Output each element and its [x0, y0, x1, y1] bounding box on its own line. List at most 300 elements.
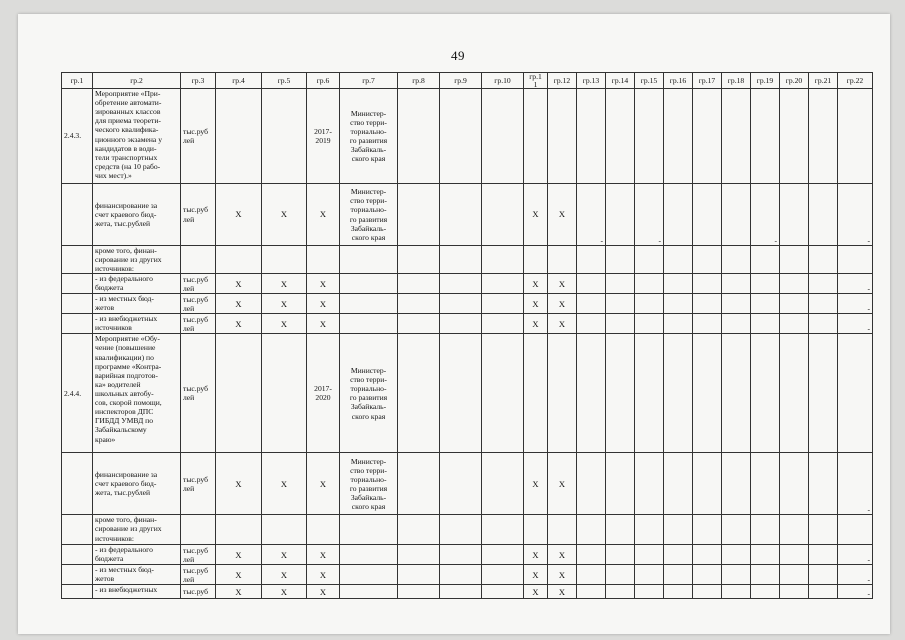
table-cell: [340, 314, 398, 334]
table-cell: [751, 89, 780, 184]
cell-text-line: зированных классов: [95, 107, 161, 117]
dash-mark: -: [838, 565, 873, 585]
dash-mark: -: [838, 314, 873, 334]
table-cell: [482, 314, 524, 334]
table-cell: [216, 515, 262, 545]
table-cell: [62, 314, 93, 334]
page-number: 49: [451, 48, 465, 63]
row-2-4-3-extra: [62, 314, 873, 334]
table-cell: [635, 515, 664, 545]
x-mark: Х: [262, 294, 307, 314]
x-mark: Х: [262, 274, 307, 294]
table-cell: [262, 89, 307, 184]
table-cell: [548, 515, 577, 545]
table-cell: [606, 585, 635, 599]
x-mark: Х: [548, 294, 577, 314]
table-cell: [664, 545, 693, 565]
table-cell: [398, 545, 440, 565]
column-header: гр.22: [838, 73, 873, 89]
cell-text-line: тыс.руб: [183, 126, 208, 136]
table-cell: [809, 294, 838, 314]
table-cell: [482, 585, 524, 599]
table-cell: [606, 334, 635, 453]
table-cell: [693, 585, 722, 599]
unit-cell: [181, 453, 216, 515]
cell-text-line: жетов: [95, 574, 115, 584]
cell-text-line: средств (на 10 рабо-: [95, 161, 161, 171]
item-description: [93, 515, 181, 545]
table-cell: [664, 184, 693, 246]
x-mark: Х: [262, 565, 307, 585]
x-mark: Х: [262, 453, 307, 515]
table-cell: [262, 246, 307, 274]
table-cell: [524, 89, 548, 184]
table-cell: [809, 565, 838, 585]
table-cell: [722, 515, 751, 545]
table-cell: [722, 184, 751, 246]
table-cell: [809, 585, 838, 599]
table-cell: [838, 89, 873, 184]
table-cell: [440, 565, 482, 585]
x-mark: Х: [524, 184, 548, 246]
cell-text-line: ка» водителей: [95, 379, 141, 389]
period-cell: [307, 89, 340, 184]
table-cell: [577, 294, 606, 314]
column-header: гр.20: [780, 73, 809, 89]
column-header: гр.3: [181, 73, 216, 89]
cell-text-line: лей: [183, 303, 195, 313]
item-description: [93, 246, 181, 274]
column-header: гр.6: [307, 73, 340, 89]
cell-text-line: ториально-: [350, 205, 387, 215]
table-cell: [635, 274, 664, 294]
unit-cell: [181, 294, 216, 314]
x-mark: Х: [216, 294, 262, 314]
header-text: 1: [533, 79, 538, 89]
table-cell: [398, 334, 440, 453]
cell-text-line: 2019: [315, 136, 331, 145]
table-cell: [780, 184, 809, 246]
cell-text-line: лей: [183, 136, 195, 145]
table-cell: [693, 89, 722, 184]
cell-text-line: тыс.руб: [183, 314, 208, 324]
table-cell: [722, 274, 751, 294]
row-2-4-4-title: [62, 334, 873, 453]
table-cell: [482, 334, 524, 453]
cell-text-line: Забайкаль-: [350, 145, 387, 155]
row-2-4-4-local: [62, 565, 873, 585]
table-cell: [635, 585, 664, 599]
cell-text-line: го развития: [349, 214, 388, 224]
table-cell: [751, 585, 780, 599]
cell-text-line: инспекторов ДПС: [95, 407, 154, 417]
cell-text-line: лей: [183, 554, 195, 564]
table-cell: [693, 314, 722, 334]
column-header: гр.17: [693, 73, 722, 89]
table-cell: [606, 89, 635, 184]
x-mark: Х: [548, 565, 577, 585]
table-cell: [62, 246, 93, 274]
column-header: гр.16: [664, 73, 693, 89]
table-cell: [751, 274, 780, 294]
table-cell: [440, 184, 482, 246]
table-cell: [693, 246, 722, 274]
table-cell: [722, 585, 751, 599]
table-cell: [440, 545, 482, 565]
x-mark: Х: [548, 545, 577, 565]
cell-text-line: финансирование за: [95, 470, 158, 480]
table-cell: [635, 294, 664, 314]
table-cell: [577, 89, 606, 184]
table-cell: [398, 246, 440, 274]
table-cell: [606, 565, 635, 585]
table-cell: [635, 314, 664, 334]
column-header: гр.18: [722, 73, 751, 89]
item-description: [93, 294, 181, 314]
cell-text-line: обретение автомати-: [95, 98, 162, 108]
table-cell: [577, 453, 606, 515]
table-cell: [809, 89, 838, 184]
x-mark: Х: [307, 453, 340, 515]
table-cell: [664, 89, 693, 184]
table-cell: [809, 246, 838, 274]
cell-text-line: 2020: [315, 393, 331, 403]
table-cell: [62, 294, 93, 314]
cell-text-line: сов, скорой помощи,: [95, 398, 162, 408]
cell-text-line: для приема теорети-: [95, 116, 161, 126]
cell-text-line: тыс.руб: [183, 384, 208, 394]
table-cell: [780, 334, 809, 453]
cell-text-line: ство терри-: [350, 117, 387, 127]
column-header: гр.19: [751, 73, 780, 89]
cell-text-line: лей: [183, 574, 195, 584]
column-header: гр.1: [62, 73, 93, 89]
x-mark: Х: [216, 274, 262, 294]
table-cell: [181, 246, 216, 274]
cell-text-line: тыс.руб: [183, 205, 208, 215]
table-cell: [262, 334, 307, 453]
table-cell: [606, 453, 635, 515]
unit-cell: [181, 545, 216, 565]
table-cell: [751, 453, 780, 515]
x-mark: Х: [216, 184, 262, 246]
header-text: гр.1: [529, 72, 542, 82]
table-cell: [751, 246, 780, 274]
table-cell: [693, 184, 722, 246]
table-cell: [751, 545, 780, 565]
cell-text-line: бюджета: [95, 283, 124, 293]
table-cell: [548, 246, 577, 274]
table-cell: [722, 545, 751, 565]
item-description: [93, 89, 181, 184]
table-cell: [722, 565, 751, 585]
dash-mark: -: [838, 585, 873, 599]
unit-cell: [181, 274, 216, 294]
table-cell: [664, 334, 693, 453]
table-cell: [722, 89, 751, 184]
table-cell: [751, 515, 780, 545]
table-cell: [664, 294, 693, 314]
table-cell: [307, 246, 340, 274]
table-cell: [482, 453, 524, 515]
row-2-4-3-besides: [62, 246, 873, 274]
cell-text-line: счет краевого бюд-: [95, 209, 157, 219]
cell-text-line: 2017-: [314, 384, 332, 394]
cell-text-line: Министер-: [350, 187, 387, 197]
row-2-4-3-regional: [62, 184, 873, 246]
item-number: 2.4.4.: [62, 334, 93, 453]
table-cell: [606, 246, 635, 274]
row-2-4-3-federal: [62, 274, 873, 294]
column-header: гр.15: [635, 73, 664, 89]
x-mark: Х: [524, 565, 548, 585]
cell-text-line: источников: [95, 323, 132, 333]
cell-text-line: лей: [183, 393, 195, 403]
cell-text-line: ского края: [351, 232, 386, 242]
cell-text-line: ческого квалифика-: [95, 125, 159, 135]
x-mark: Х: [548, 184, 577, 246]
column-header: гр.21: [809, 73, 838, 89]
table-cell: [693, 545, 722, 565]
item-description: [93, 274, 181, 294]
executor-cell: [340, 184, 398, 246]
table-cell: [398, 314, 440, 334]
cell-text-line: го развития: [349, 483, 388, 493]
table-cell: [780, 89, 809, 184]
x-mark: Х: [216, 565, 262, 585]
dash-mark: -: [635, 184, 664, 246]
cell-text-line: жетов: [95, 303, 115, 313]
table-cell: [340, 274, 398, 294]
cell-text-line: жета, тыс.рублей: [95, 488, 151, 498]
table-cell: [482, 274, 524, 294]
table-cell: [340, 545, 398, 565]
table-cell: [751, 314, 780, 334]
table-cell: [693, 334, 722, 453]
cell-text-line: квалификации) по: [95, 352, 154, 362]
cell-text-line: источников:: [95, 533, 134, 543]
x-mark: Х: [262, 545, 307, 565]
row-2-4-4-regional: [62, 453, 873, 515]
table-cell: [482, 89, 524, 184]
row-2-4-4-federal: [62, 545, 873, 565]
table-cell: [482, 515, 524, 545]
cell-text-line: ского края: [351, 502, 386, 512]
table-cell: [262, 515, 307, 545]
table-cell: [635, 453, 664, 515]
table-cell: [524, 246, 548, 274]
x-mark: Х: [307, 184, 340, 246]
table-cell: [780, 246, 809, 274]
cell-text-line: варийная подготов-: [95, 370, 158, 380]
x-mark: Х: [262, 585, 307, 599]
cell-text-line: кроме того, финан-: [95, 515, 157, 525]
table-cell: [693, 565, 722, 585]
table-cell: [482, 184, 524, 246]
table-cell: [664, 585, 693, 599]
dash-mark: -: [751, 184, 780, 246]
x-mark: Х: [548, 274, 577, 294]
table-cell: [440, 585, 482, 599]
executor-cell: [340, 334, 398, 453]
cell-text-line: источников:: [95, 264, 134, 274]
table-cell: [635, 246, 664, 274]
cell-text-line: тыс.руб: [183, 274, 208, 284]
table-cell: [722, 246, 751, 274]
table-cell: [482, 545, 524, 565]
table-cell: [524, 515, 548, 545]
column-header: гр.4: [216, 73, 262, 89]
table-cell: [340, 294, 398, 314]
table-cell: [664, 314, 693, 334]
cell-text-line: тыс.руб: [183, 474, 208, 484]
cell-text-line: ство терри-: [350, 375, 387, 385]
table-cell: [606, 274, 635, 294]
x-mark: Х: [524, 274, 548, 294]
cell-text-line: ториально-: [350, 384, 387, 394]
cell-text-line: Министер-: [350, 108, 387, 118]
item-description: [93, 545, 181, 565]
x-mark: Х: [307, 545, 340, 565]
x-mark: Х: [307, 565, 340, 585]
table-cell: [606, 515, 635, 545]
table-cell: [635, 89, 664, 184]
dash-mark: -: [838, 274, 873, 294]
cell-text-line: бюджета: [95, 554, 124, 564]
cell-text-line: кандидатов в води-: [95, 143, 157, 153]
table-cell: [398, 294, 440, 314]
x-mark: Х: [548, 585, 577, 599]
cell-text-line: тыс.руб: [183, 565, 208, 575]
table-cell: [809, 274, 838, 294]
table-cell: [181, 515, 216, 545]
table-cell: [809, 334, 838, 453]
table-cell: [780, 453, 809, 515]
table-cell: [548, 334, 577, 453]
column-header: гр.5: [262, 73, 307, 89]
x-mark: Х: [262, 184, 307, 246]
cell-text-line: - из федерального: [95, 545, 153, 555]
x-mark: Х: [216, 314, 262, 334]
item-number: 2.4.3.: [62, 89, 93, 184]
x-mark: Х: [216, 453, 262, 515]
column-header: гр.7: [340, 73, 398, 89]
table-cell: [693, 274, 722, 294]
cell-text-line: финансирование за: [95, 200, 158, 210]
x-mark: Х: [307, 294, 340, 314]
cell-text-line: Мероприятие «Обу-: [95, 334, 160, 344]
table-cell: [751, 565, 780, 585]
unit-cell: [181, 89, 216, 184]
cell-text-line: Забайкаль-: [350, 223, 387, 233]
item-description: [93, 314, 181, 334]
cell-text-line: ство терри-: [350, 465, 387, 475]
dash-mark: -: [577, 184, 606, 246]
table-cell: [809, 545, 838, 565]
cell-text-line: лей: [183, 283, 195, 293]
dash-mark: -: [838, 545, 873, 565]
table-cell: [62, 515, 93, 545]
table-cell: [635, 334, 664, 453]
table-cell: [548, 89, 577, 184]
column-header: гр.2: [93, 73, 181, 89]
table-cell: [440, 453, 482, 515]
row-2-4-3-local: [62, 294, 873, 314]
table-cell: [524, 334, 548, 453]
unit-cell: [181, 184, 216, 246]
row-2-4-4-besides: [62, 515, 873, 545]
table-cell: [398, 274, 440, 294]
table-cell: [693, 515, 722, 545]
x-mark: Х: [524, 294, 548, 314]
table-cell: [440, 274, 482, 294]
table-cell: [780, 565, 809, 585]
table-cell: [62, 585, 93, 599]
cell-text-line: краю»: [95, 434, 116, 444]
table-cell: [780, 314, 809, 334]
x-mark: Х: [216, 585, 262, 599]
table-cell: [809, 184, 838, 246]
table-cell: [577, 334, 606, 453]
table-cell: [664, 565, 693, 585]
table-cell: [307, 515, 340, 545]
dash-mark: -: [838, 453, 873, 515]
table-cell: [838, 515, 873, 545]
table-cell: [440, 515, 482, 545]
table-cell: [398, 585, 440, 599]
table-cell: [340, 515, 398, 545]
table-cell: [722, 314, 751, 334]
x-mark: Х: [307, 585, 340, 599]
header-row: [62, 73, 873, 89]
table-cell: [606, 294, 635, 314]
cell-text-line: - из местных бюд-: [95, 565, 154, 575]
column-header: гр.14: [606, 73, 635, 89]
table-cell: [809, 453, 838, 515]
cell-text-line: ского края: [351, 154, 386, 164]
cell-text-line: программе «Контра-: [95, 361, 162, 371]
cell-text-line: школьных автобу-: [95, 388, 154, 398]
table-cell: [440, 314, 482, 334]
cell-text-line: кроме того, финан-: [95, 246, 157, 255]
x-mark: Х: [524, 585, 548, 599]
table-cell: [440, 294, 482, 314]
table-cell: [398, 89, 440, 184]
cell-text-line: го развития: [349, 136, 388, 145]
item-description: - из внебюджетных: [93, 585, 181, 599]
table-cell: [398, 515, 440, 545]
period-cell: [307, 334, 340, 453]
table-cell: [577, 545, 606, 565]
table-cell: [577, 246, 606, 274]
table-cell: [664, 515, 693, 545]
x-mark: Х: [307, 274, 340, 294]
unit-cell: тыс.руб: [181, 585, 216, 599]
table-cell: [577, 585, 606, 599]
table-cell: [440, 246, 482, 274]
table-cell: [577, 565, 606, 585]
table-cell: [62, 184, 93, 246]
x-mark: Х: [548, 314, 577, 334]
table-cell: [216, 334, 262, 453]
item-description: [93, 565, 181, 585]
cell-text-line: Министер-: [350, 366, 387, 375]
dash-mark: -: [838, 184, 873, 246]
x-mark: Х: [307, 314, 340, 334]
table-cell: [340, 585, 398, 599]
x-mark: Х: [524, 314, 548, 334]
cell-text-line: 2017-: [314, 126, 332, 136]
